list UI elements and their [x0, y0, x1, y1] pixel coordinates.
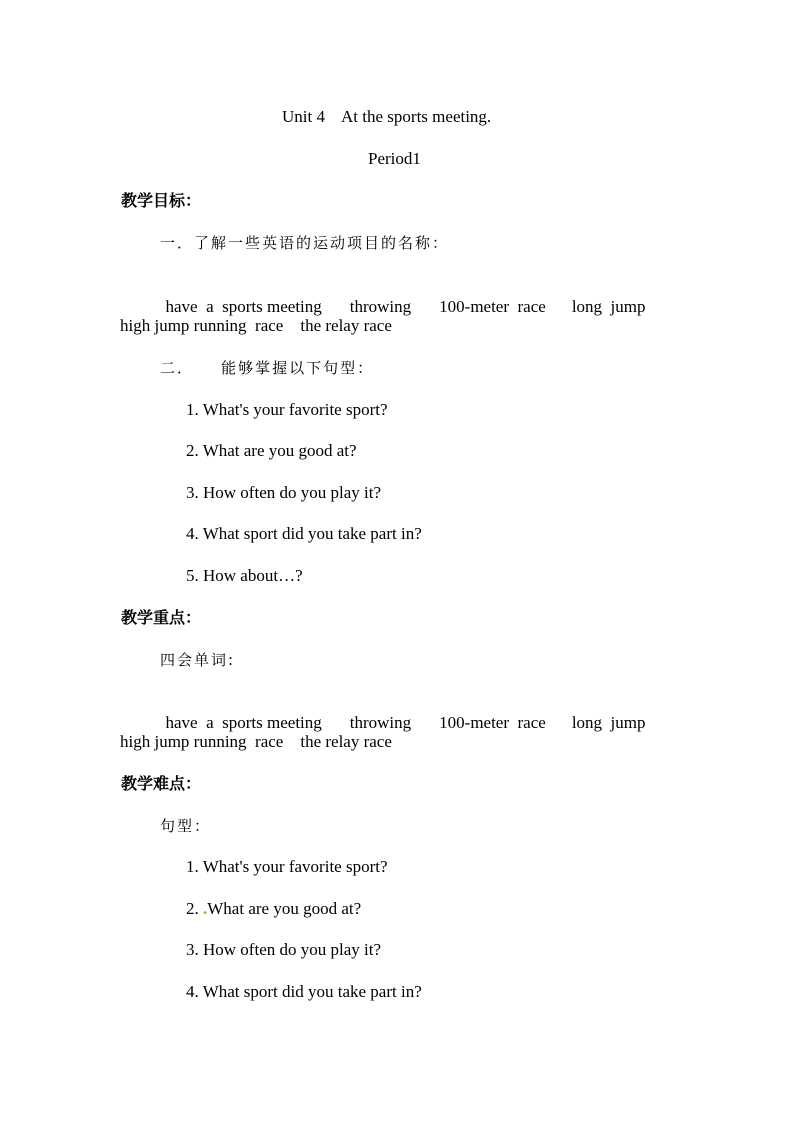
- objectives-heading: 教学目标：: [121, 191, 202, 210]
- sentence-text: What are you good at?: [207, 899, 362, 918]
- objective-item-2: 二． 能够掌握以下句型：: [160, 359, 375, 377]
- sentence-item: 1. What's your favorite sport?: [186, 400, 388, 419]
- vocab-term: have a sports meeting: [165, 713, 322, 732]
- vocab-term: throwing: [349, 297, 412, 316]
- vocab-term: throwing: [349, 713, 412, 732]
- vocab-term: 100-meter race: [439, 297, 546, 316]
- key-points-label: 四会单词:: [160, 651, 236, 669]
- sentence-item: [186, 898, 361, 920]
- sentence-item: 1. What's your favorite sport?: [186, 857, 388, 876]
- vocab-line-2: high jump running race the relay race: [120, 732, 392, 751]
- sentence-item: 5. How about…?: [186, 566, 303, 585]
- vocab-term: 100-meter race: [439, 713, 546, 732]
- vocab-term: long jump: [571, 297, 646, 316]
- vocab-line-2: high jump running race the relay race: [120, 316, 392, 335]
- period-label: Period1: [368, 149, 421, 168]
- sentence-item: 3. How often do you play it?: [186, 940, 381, 959]
- objective-item-1: 一．了解一些英语的运动项目的名称：: [160, 234, 450, 252]
- difficulties-label: 句型：: [160, 817, 212, 835]
- document-title: Unit 4 At the sports meeting.: [282, 107, 492, 126]
- sentence-item: 3. How often do you play it?: [186, 483, 381, 502]
- vocab-line-1: [157, 274, 646, 318]
- vocab-line-1: [157, 690, 646, 734]
- sentence-item: 4. What sport did you take part in?: [186, 524, 422, 543]
- key-points-heading: 教学重点：: [121, 608, 202, 627]
- difficulties-heading: 教学难点：: [121, 774, 202, 793]
- sentence-item: 4. What sport did you take part in?: [186, 982, 422, 1001]
- sentence-item: 2. What are you good at?: [186, 441, 357, 460]
- marker-dot: .: [203, 899, 208, 918]
- sentence-number: 2.: [186, 899, 203, 918]
- vocab-term: have a sports meeting: [165, 297, 322, 316]
- vocab-term: long jump: [571, 713, 646, 732]
